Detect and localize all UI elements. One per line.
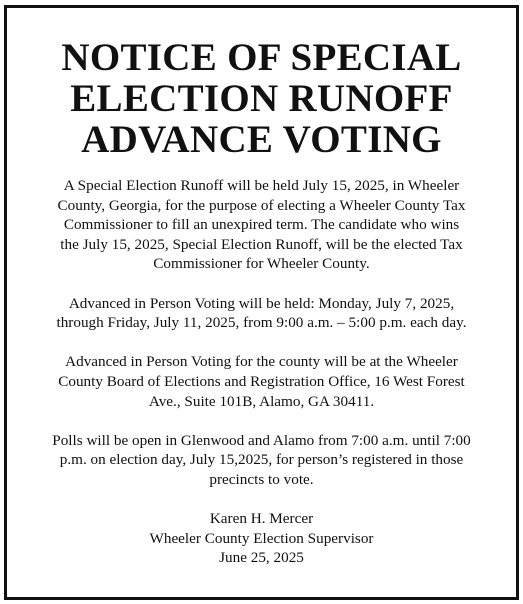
text-line: Commissioner for Wheeler County.: [153, 255, 370, 273]
signature-block: [27, 509, 496, 568]
signature-name: Karen H. Mercer: [209, 510, 314, 528]
headline-line-3: ADVANCE VOTING: [81, 118, 442, 161]
text-line: the July 15, 2025, Special Election Runoff, will be the elected Tax: [60, 235, 463, 253]
text-line: Polls will be open in Glenwood and Alamo from 7:00 a.m. until 7:00: [52, 431, 471, 449]
text-line: County Board of Elections and Registration Office, 16 West Forest: [58, 372, 465, 390]
paragraph-runoff-announcement: [27, 176, 496, 274]
headline-line-1: NOTICE OF SPECIAL: [61, 36, 462, 79]
text-line: Advanced in Person Voting for the county will be at the Wheeler: [65, 353, 458, 371]
text-line: Advanced in Person Voting will be held: Monday, July 7, 2025,: [68, 294, 455, 312]
signature-date: June 25, 2025: [219, 549, 304, 567]
text-line: Commissioner to fill an unexpired term. The candidate who wins: [63, 216, 460, 234]
text-line: p.m. on election day, July 15,2025, for person’s registered in those: [59, 451, 464, 469]
headline-line-2: ELECTION RUNOFF: [70, 77, 453, 120]
text-line: A Special Election Runoff will be held July 15, 2025, in Wheeler: [63, 177, 460, 194]
paragraph-advance-voting-dates: [27, 294, 496, 333]
paragraph-voting-location: [27, 352, 496, 411]
notice-border-frame: [4, 5, 519, 600]
signature-title: Wheeler County Election Supervisor: [149, 529, 374, 547]
notice-headline: [7, 37, 516, 160]
text-line: County, Georgia, for the purpose of electing a Wheeler County Tax: [57, 196, 466, 214]
text-line: Ave., Suite 101B, Alamo, GA 30411.: [148, 392, 375, 410]
notice-body: [27, 176, 496, 587]
text-line: through Friday, July 11, 2025, from 9:00 a.m. – 5:00 p.m. each day.: [56, 314, 467, 332]
text-line: precincts to vote.: [209, 470, 314, 488]
paragraph-polling-hours: [27, 431, 496, 490]
